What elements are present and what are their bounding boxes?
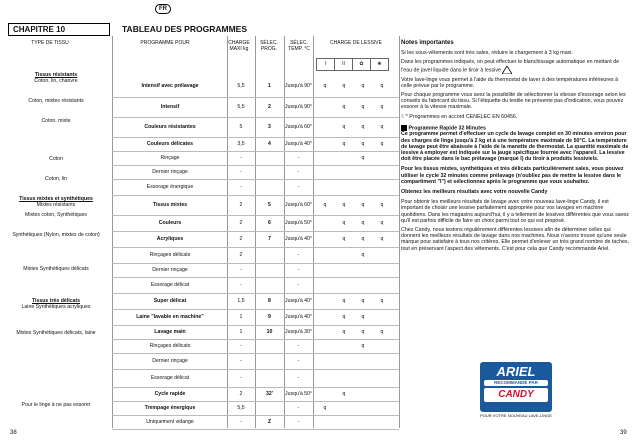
- row-divider: [112, 151, 399, 152]
- row-divider: [112, 387, 399, 388]
- fabric-description: Mixtes coton, Synthétiques: [25, 212, 87, 218]
- note-text: Programmes en accord CENELEC EN 60456.: [409, 113, 518, 120]
- detergent-mark: q: [342, 141, 346, 147]
- detergent-mark: q: [361, 104, 365, 110]
- detergent-mark: q: [361, 220, 365, 226]
- program-name: Trempage énergique: [144, 405, 196, 411]
- detergent-mark: q: [380, 236, 384, 242]
- detergent-mark: q: [342, 83, 346, 89]
- program-name: Rinçage: [160, 155, 180, 161]
- fabric-category: Tissus mixtes et synthétiques: [19, 196, 93, 202]
- program-number: 32': [265, 391, 273, 397]
- program-number: 2: [268, 104, 271, 110]
- detergent-mark: q: [323, 83, 327, 89]
- temperature: Jusqu'à 50°: [285, 391, 313, 397]
- fabric-category: Tissus très délicats: [31, 298, 81, 304]
- charge-kg: 3,5: [237, 141, 245, 147]
- detergent-mark: q: [323, 405, 327, 411]
- detergent-mark: q: [342, 298, 346, 304]
- detergent-mark: q: [342, 391, 346, 397]
- note-paragraph: [401, 114, 629, 120]
- temperature: -: [297, 375, 300, 381]
- charge-kg: -: [240, 343, 242, 349]
- page-number-right: 39: [620, 430, 627, 436]
- fabric-category: Tissus résistants: [34, 72, 78, 78]
- chapter-label: CHAPITRE 10: [8, 23, 110, 36]
- program-name: Essorage délicat: [150, 375, 190, 381]
- temperature: -: [297, 267, 300, 273]
- charge-kg: 5,5: [237, 83, 245, 89]
- charge-kg: -: [240, 358, 242, 364]
- program-name: Essorage délicat: [150, 282, 190, 288]
- note-paragraph: [401, 59, 629, 73]
- detergent-mark: q: [342, 236, 346, 242]
- row-divider: [112, 277, 399, 278]
- header-program: PROGRAMME POUR: [140, 40, 190, 46]
- ariel-brand: ARIEL: [496, 364, 536, 379]
- charge-kg: -: [240, 419, 242, 425]
- program-number: 4: [268, 141, 271, 147]
- note-paragraph: Si les sous-vêtements sont très sales, réduire le chargement à 3 kg maxi.: [401, 50, 573, 57]
- fabric-type: [6, 156, 106, 162]
- fabric-type: [6, 266, 106, 272]
- fabric-type: [6, 330, 106, 336]
- recommended-by: RECOMMANDÉ PAR: [484, 380, 548, 386]
- french-flag-badge: FR: [155, 4, 171, 14]
- square-icon: [401, 125, 407, 131]
- detergent-mark: q: [342, 104, 346, 110]
- temperature: Jusqu'à 40°: [285, 314, 313, 320]
- fabric-description: Pour le linge à ne pas essorer: [21, 402, 91, 408]
- row-divider: [112, 263, 399, 264]
- fabric-description: Coton, mixte: [41, 118, 71, 124]
- detergent-mark: q: [361, 155, 365, 161]
- logo-caption: POUR VOTRE NOUVEAU LAVE-LINGE: [480, 413, 552, 418]
- row-divider: [112, 165, 399, 166]
- temperature: Jusqu'à 50°: [285, 220, 313, 226]
- temperature: Jusqu'à 40°: [285, 141, 313, 147]
- charge-kg: 2: [239, 252, 243, 258]
- charge-kg: 5: [239, 124, 243, 130]
- detergent-mark: q: [342, 124, 346, 130]
- program-name: Couleurs: [158, 220, 182, 226]
- note-paragraph: Votre lave-linge vous permet à l'aide du thermostat de laver à des températures inférieures à celle prévue par le programme.: [401, 76, 619, 89]
- fabric-description: Mixtes résistants: [36, 202, 76, 208]
- bleach-triangle-icon: [502, 66, 512, 74]
- temperature: Jusqu'à 90°: [285, 104, 313, 110]
- charge-kg: -: [240, 169, 242, 175]
- program-number: Z: [267, 419, 272, 425]
- detergent-mark: q: [380, 202, 384, 208]
- row-divider: [112, 353, 399, 354]
- compartment-3: ✿: [353, 59, 371, 71]
- row-divider: [112, 179, 399, 180]
- program-name: Couleurs délicates: [146, 141, 194, 147]
- rapid-text: Ce programme permet d'effectuer un cycle de lavage complet en 30 minutes environ pour des charges de linge jusqu'à 2 kg et à une température maximale de 50°C. La température de lavage peut être abaissée à l'aide de la manette de thermostat. La quantité maximale de lessive à employer est indiquée sur la jauge spécifique fournie avec l'appareil. La lessive doit être placée dans le bac prélavage (marqué I) du tiroir à produits lessiviels.: [401, 131, 629, 163]
- fabric-type: [6, 196, 106, 208]
- program-number: 5: [268, 202, 271, 208]
- detergent-mark: q: [380, 298, 384, 304]
- detergent-mark: q: [342, 220, 346, 226]
- rapid-title: Programme Rapide 32 Minutes: [408, 125, 486, 132]
- fabric-description: Synthétiques (Nylon, mixtes de coton): [12, 232, 100, 238]
- header-fabric-type: TYPE DE TISSU: [31, 40, 69, 46]
- charge-kg: -: [240, 155, 242, 161]
- compartment-1: I: [317, 59, 335, 71]
- compartment-4: ❀: [371, 59, 389, 71]
- program-number: 8: [268, 298, 271, 304]
- program-name: Laine "lavable en machine": [136, 314, 204, 320]
- temperature: -: [297, 184, 300, 190]
- fabric-type: [6, 176, 106, 182]
- fabric-type: [6, 118, 106, 124]
- charge-kg: 2: [239, 236, 243, 242]
- charge-kg: -: [240, 375, 242, 381]
- page-number-left: 38: [10, 430, 17, 436]
- detergent-mark: q: [361, 83, 365, 89]
- note-paragraph: Pour obtenir les meilleurs résultats de lavage avec votre nouveau lave-linge Candy, il est important de choisir une lessive parfaitement appropriée pour vos lavages en machine quotidiens. Dans les magasins aujourd'hui, il y a tellement de lessives différentes que vous savez qu'il est parfois difficile de faire un choix parmi tout ce qui est proposé.: [401, 199, 629, 224]
- table-title: TABLEAU DES PROGRAMMES: [122, 24, 247, 34]
- temperature: -: [297, 405, 300, 411]
- charge-kg: 2: [239, 220, 243, 226]
- detergent-mark: q: [361, 343, 365, 349]
- temperature: -: [297, 155, 300, 161]
- row-divider: [112, 401, 399, 402]
- temperature: Jusqu'à 30°: [285, 329, 313, 335]
- row-divider: [112, 325, 399, 326]
- charge-kg: 1,5: [237, 298, 245, 304]
- program-name: Uniquement vidange: [146, 419, 194, 425]
- detergent-mark: q: [361, 202, 365, 208]
- program-name: Rinçages délicats: [149, 252, 191, 258]
- row-divider: [112, 137, 399, 138]
- detergent-mark: q: [361, 141, 365, 147]
- header-detergent: CHARGE DE LESSIVE: [330, 40, 382, 46]
- fabric-description: Mixtes Synthétiques délicats: [23, 266, 89, 272]
- program-name: Acryliques: [156, 236, 184, 242]
- program-number: 3: [268, 124, 271, 130]
- candy-brand: CANDY: [484, 388, 548, 402]
- detergent-mark: q: [361, 314, 365, 320]
- compartment-2: II: [335, 59, 353, 71]
- charge-kg: -: [240, 184, 242, 190]
- temperature: -: [297, 252, 300, 258]
- divider: [399, 36, 400, 428]
- temperature: Jusqu'à 90°: [285, 83, 313, 89]
- program-name: Rinçages délicats: [149, 343, 191, 349]
- temperature: -: [297, 343, 300, 349]
- fabric-type: [6, 232, 106, 238]
- program-name: Lavage main: [154, 329, 186, 335]
- detergent-mark: q: [380, 83, 384, 89]
- temperature: Jusqu'à 60°: [285, 202, 313, 208]
- temperature: -: [297, 169, 300, 175]
- detergent-mark: q: [361, 252, 365, 258]
- program-name: Intensif avec prélavage: [141, 83, 199, 89]
- header-sel-prog: SÉLEC. PROG.: [260, 40, 278, 52]
- row-divider: [112, 309, 399, 310]
- note-paragraph: Pour chaque programme vous avez la possibilité de sélectionner la vitesse d'essorage selon les conseils du fabricant du tissu. Si l'étiquette du textile ne présente pas d'indication, vous pouvez essorer à la vitesse maximale.: [401, 92, 626, 111]
- detergent-mark: q: [342, 329, 346, 335]
- detergent-mark: q: [361, 298, 365, 304]
- program-number: 10: [266, 329, 273, 335]
- temperature: -: [297, 282, 300, 288]
- note-paragraph: Pour les tissus mixtes, synthétiques et très délicats particulièrement sales, vous pouvez utiliser le cycle 32 minutes comme prélavage (n'oubliez pas de mettre la lessive dans le compartiment "I") et sélectionnez après le programme que vous souhaitez.: [401, 166, 624, 185]
- charge-kg: -: [240, 282, 242, 288]
- temperature: Jusqu'à 60°: [285, 124, 313, 130]
- charge-kg: 1: [239, 329, 243, 335]
- row-divider: [112, 215, 399, 216]
- detergent-mark: q: [380, 220, 384, 226]
- program-name: Super délicat: [153, 298, 187, 304]
- program-number: 7: [268, 236, 271, 242]
- row-divider: [112, 97, 399, 98]
- row-divider: [112, 247, 399, 248]
- temperature: Jusqu'à 40°: [285, 298, 313, 304]
- program-name: Couleurs résistantes: [144, 124, 196, 130]
- notes-panel: [401, 40, 629, 255]
- charge-kg: 5,5: [237, 104, 245, 110]
- fabric-description: Coton, mixtes résistants: [28, 98, 84, 104]
- program-number: 6: [268, 220, 271, 226]
- fabric-type: [6, 402, 106, 408]
- fabric-description: Coton, lin, chanvre: [34, 78, 78, 84]
- charge-kg: 1: [239, 314, 243, 320]
- temperature: -: [297, 358, 300, 364]
- detergent-mark: q: [380, 104, 384, 110]
- program-name: Dernier rinçage: [152, 267, 188, 273]
- compartment-grid: [316, 58, 389, 71]
- row-divider: [112, 369, 399, 370]
- program-number: 1: [268, 83, 271, 89]
- header-charge: CHARGE MAXI kg: [228, 40, 250, 52]
- program-name: Essorage énergique: [146, 184, 194, 190]
- fabric-type: [6, 212, 106, 218]
- note-paragraph: Chez Candy, nous testons régulièrement différentes lessives afin de déterminer celles qui donnent les meilleurs résultats de lavage dans nos machines. Nous n'avons trouvé qu'une seule marque pour satisfaire à tous nos critères. Elle permet d'enlever un très grand nombre de taches, tout en préservant l'aspect des vêtements. C'est pour cela que Candy recommande Ariel.: [401, 227, 630, 252]
- notes-title: Notes importantes: [401, 40, 454, 46]
- charge-kg: 2: [239, 202, 243, 208]
- temperature: -: [297, 419, 300, 425]
- fabric-description: Mixtes Synthétiques délicats, laine: [16, 330, 96, 336]
- detergent-mark: q: [342, 202, 346, 208]
- detergent-mark: q: [380, 141, 384, 147]
- program-number: 9: [268, 314, 271, 320]
- row-divider: [112, 195, 399, 196]
- ariel-candy-logo: [476, 362, 556, 420]
- row-divider: [112, 429, 399, 430]
- rapid-program-note: [401, 125, 629, 163]
- fabric-type: [6, 298, 106, 310]
- detergent-mark: q: [361, 236, 365, 242]
- detergent-mark: q: [361, 329, 365, 335]
- detergent-mark: q: [323, 202, 327, 208]
- program-name: Cycle rapide: [154, 391, 186, 397]
- program-name: Dernier rinçage: [152, 169, 188, 175]
- program-name: Dernier rinçage: [152, 358, 188, 364]
- row-divider: [112, 293, 399, 294]
- fabric-description: Coton, lin: [45, 176, 67, 182]
- fabric-type: [6, 72, 106, 84]
- detergent-mark: q: [380, 124, 384, 130]
- program-name: Tissus mixtes: [152, 202, 188, 208]
- row-divider: [112, 231, 399, 232]
- header-sel-temp: SÉLEC. TEMP. °C: [288, 40, 310, 52]
- fabric-description: Coton: [49, 156, 63, 162]
- charge-kg: 5,5: [237, 405, 245, 411]
- fabric-description: Laine Synthétiques acryliques: [21, 304, 91, 310]
- temperature: Jusqu'à 40°: [285, 236, 313, 242]
- cenelec-icon: ☾*: [401, 113, 408, 120]
- detergent-mark: q: [342, 314, 346, 320]
- charge-kg: 2: [239, 391, 243, 397]
- program-name: Intensif: [160, 104, 180, 110]
- charge-kg: -: [240, 267, 242, 273]
- note-paragraph: Obtenez les meilleurs résultats avec votre nouvelle Candy: [401, 189, 548, 196]
- detergent-mark: q: [380, 329, 384, 335]
- fabric-type: [6, 98, 106, 104]
- row-divider: [112, 339, 399, 340]
- row-divider: [112, 117, 399, 118]
- note-text: Dans les programmes indiqués, on peut effectuer le blanchissage automatique en mettant de l'eau de javel liquide dans le tiroir à lessive: [401, 59, 620, 74]
- row-divider: [112, 415, 399, 416]
- detergent-mark: q: [361, 124, 365, 130]
